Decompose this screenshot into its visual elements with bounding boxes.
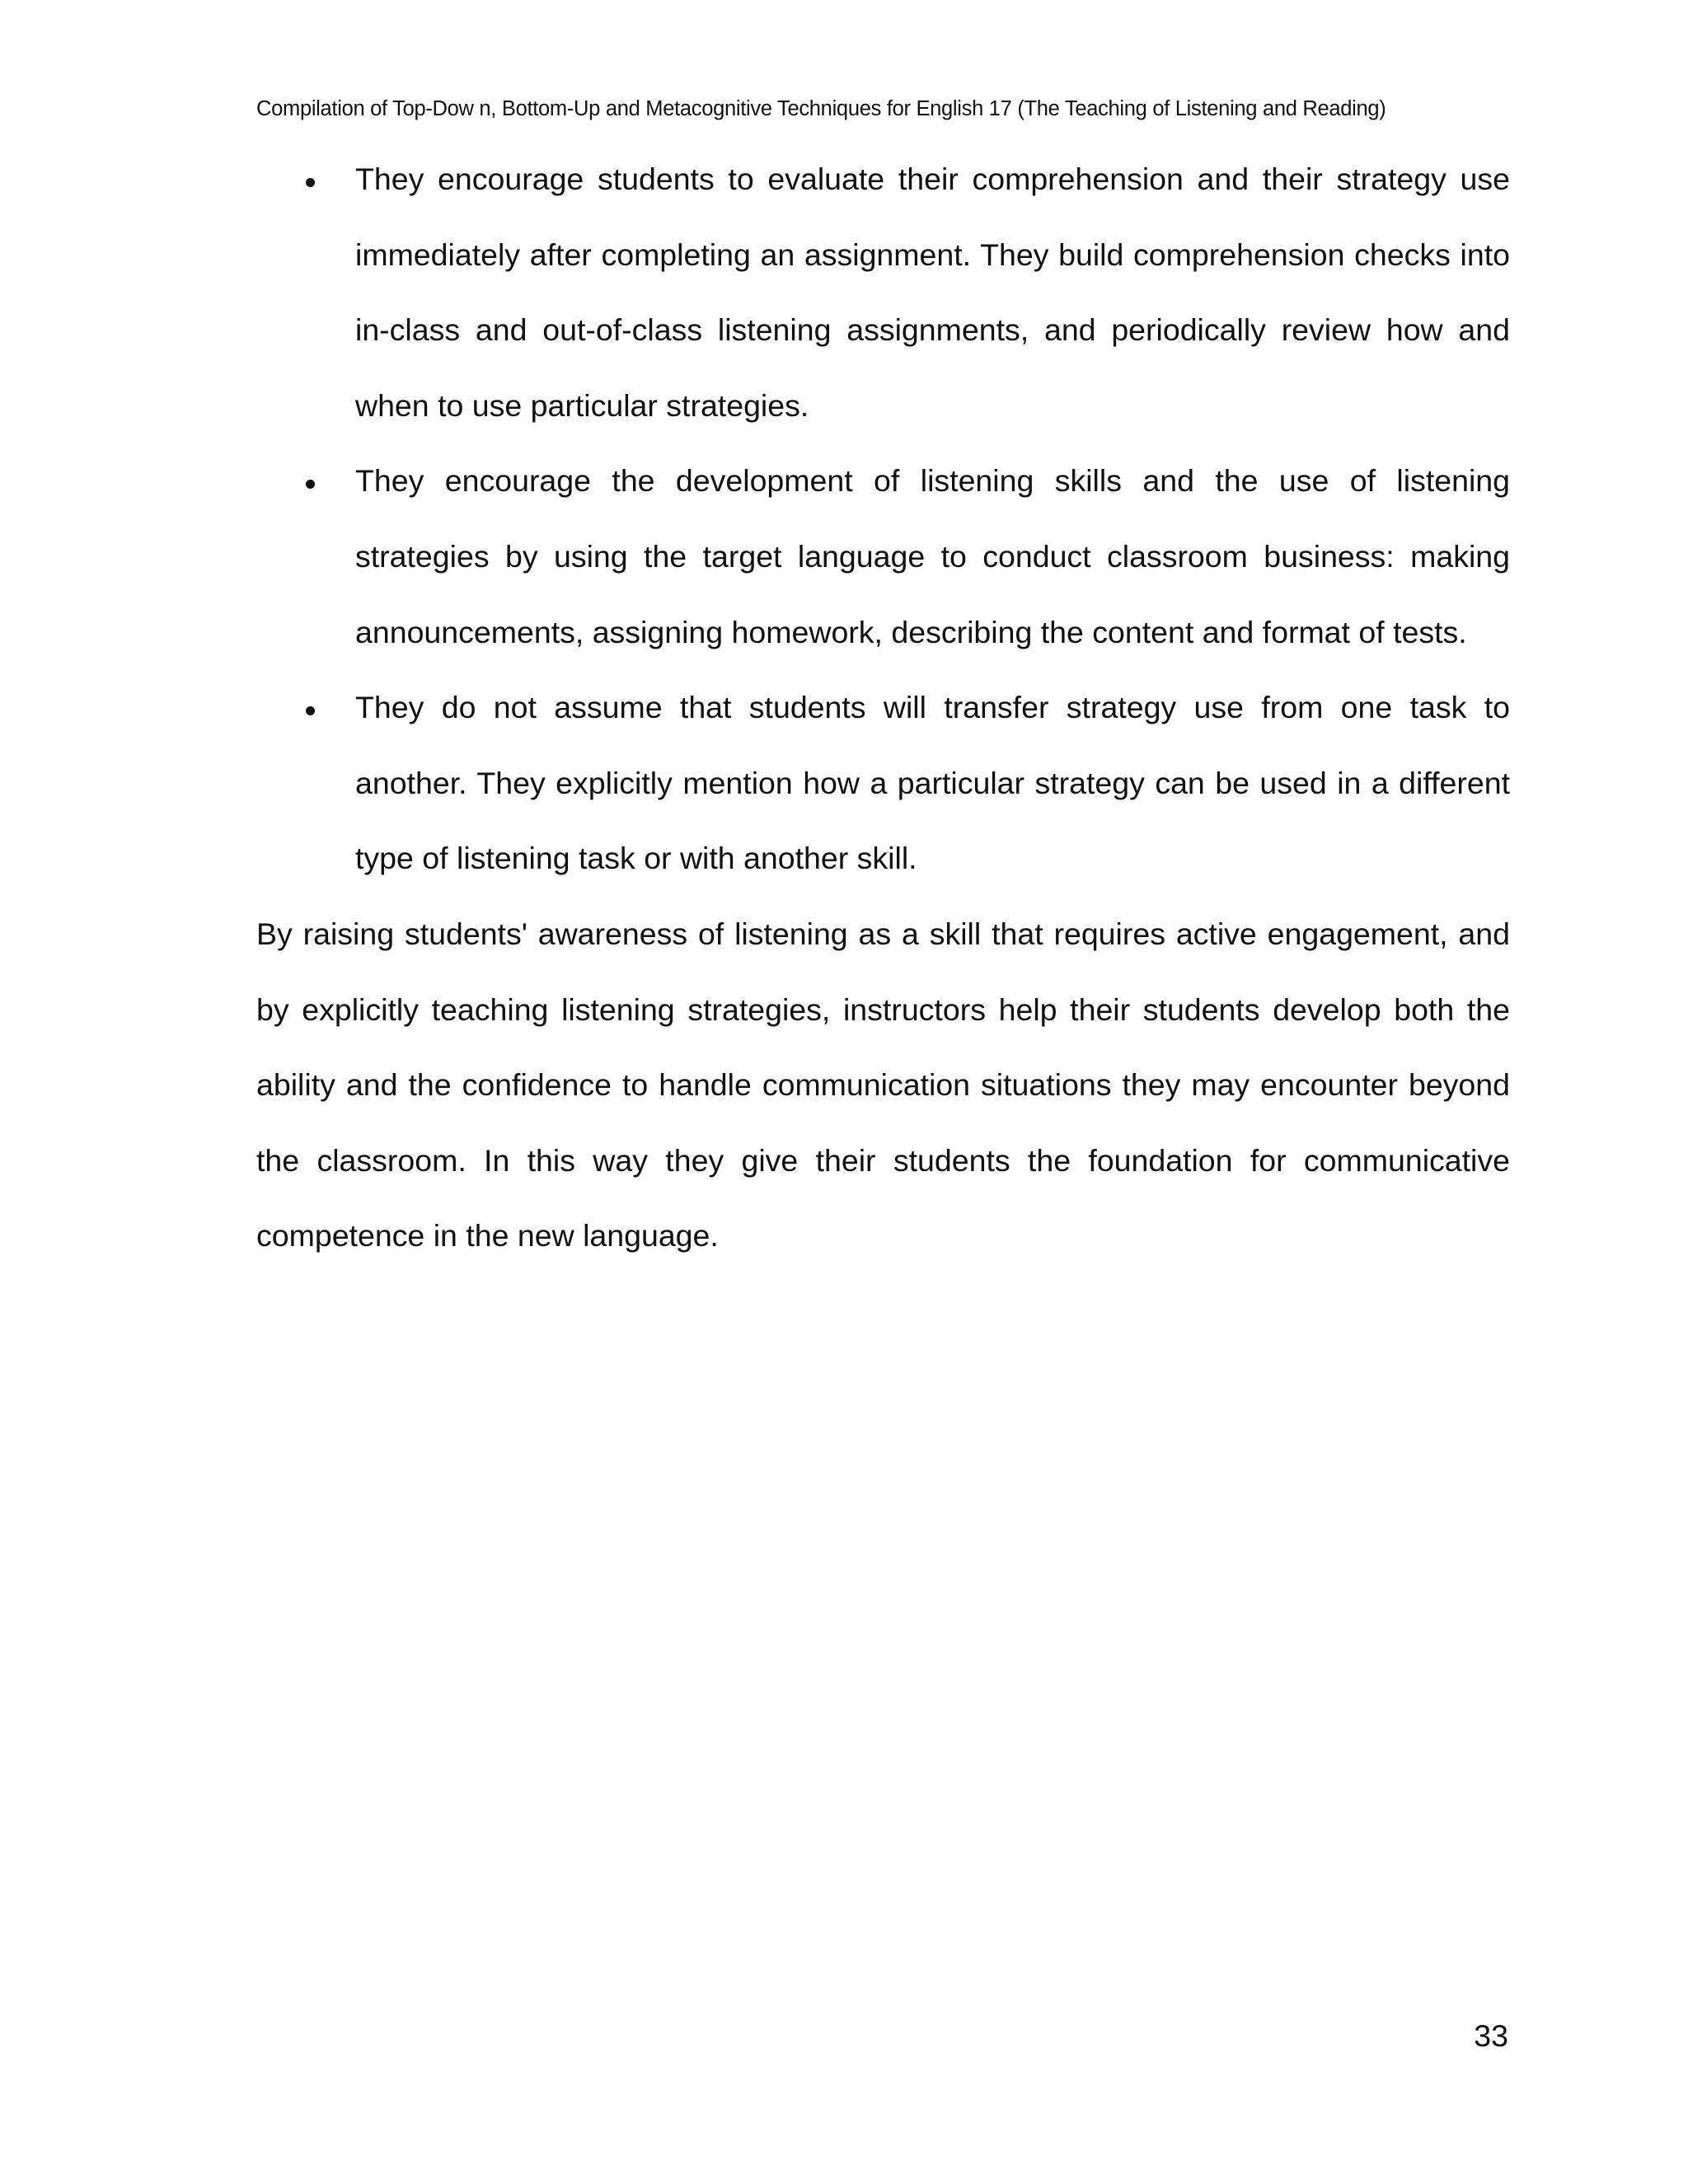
- list-item-text: They encourage the development of listening skills and the use of listening strategies by using the target language to conduct classroom business: making announcements, assigning homework, describing the content and format of tests.: [355, 463, 1510, 649]
- page-number: 33: [1474, 2018, 1508, 2053]
- running-header: Compilation of Top-Dow n, Bottom-Up and Metacognitive Techniques for English 17 (The Teaching of Listening and Reading): [256, 97, 1386, 120]
- page-body: [256, 142, 1510, 1274]
- strategy-bullet-list: [256, 142, 1510, 897]
- bullet-icon: [306, 706, 315, 715]
- bullet-icon: [306, 178, 315, 187]
- list-item: [256, 443, 1510, 670]
- list-item: [256, 142, 1510, 443]
- list-item-text: They encourage students to evaluate their comprehension and their strategy use immediately after completing an assignment. They build comprehension checks into in-class and out-of-class listening assignments, and periodically review how and when to use particular strategies.: [355, 162, 1510, 423]
- list-item: [256, 670, 1510, 897]
- bullet-icon: [306, 480, 315, 489]
- list-item-text: They do not assume that students will transfer strategy use from one task to another. They explicitly mention how a particular strategy can be used in a different type of listening task or with another skill.: [355, 690, 1510, 876]
- closing-paragraph: By raising students' awareness of listening as a skill that requires active engagement, and by explicitly teaching listening strategies, instructors help their students develop both the ability and the confidence to handle communication situations they may encounter beyond the classroom. In this way they give their students the foundation for communicative competence in the new language.: [256, 916, 1510, 1254]
